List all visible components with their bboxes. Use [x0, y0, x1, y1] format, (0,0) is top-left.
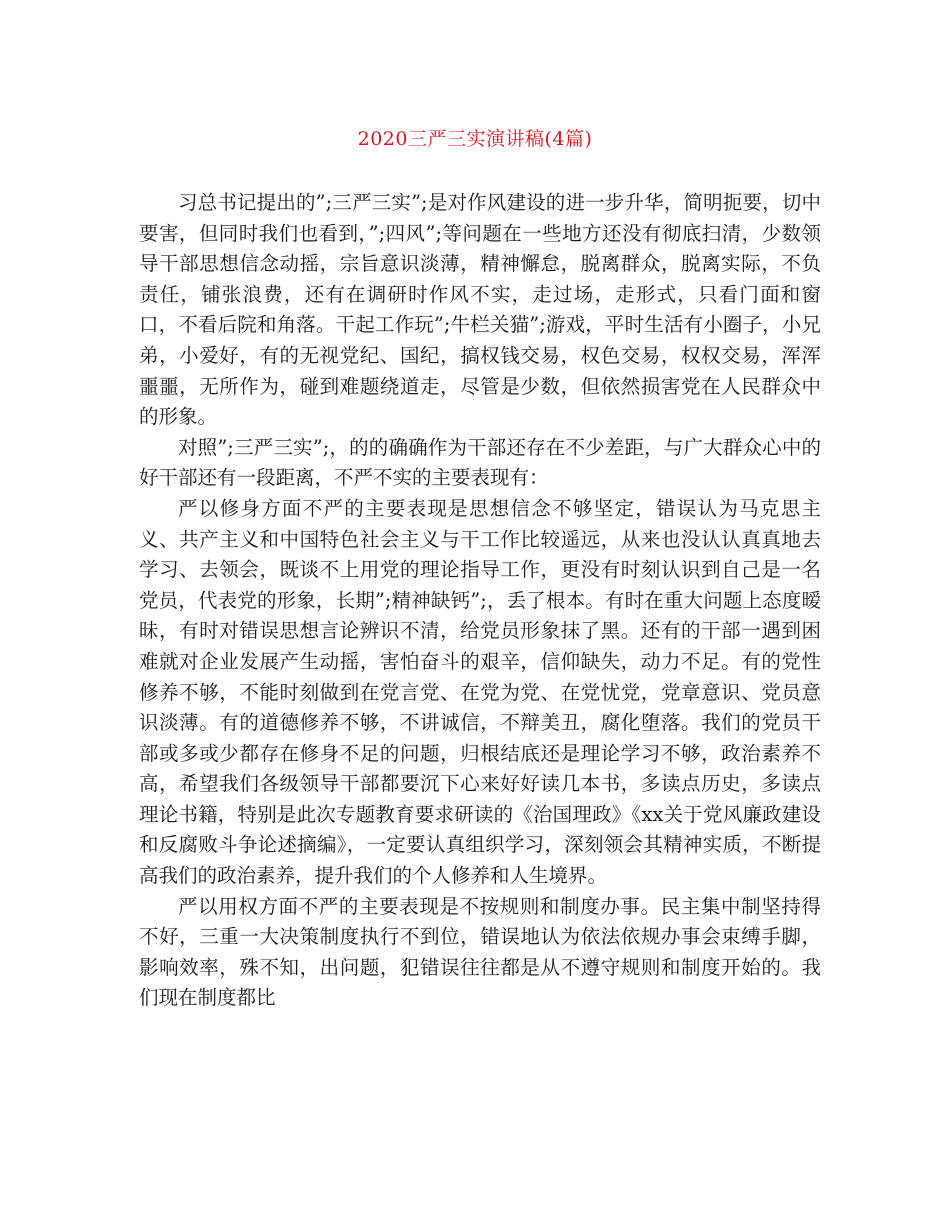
- document-body: [139, 188, 821, 1014]
- document-title: 2020三严三实演讲稿(4篇): [357, 128, 593, 150]
- paragraph: 严以用权方面不严的主要表现是不按规则和制度办事。民主集中制坚持得不好，三重一大决策制度执行不到位，错误地认为依法依规办事会束缚手脚，影响效率，殊不知，出问题，犯错误往往都是从不遵守规则和制度开始的。我们现在制度都比: [139, 894, 821, 1010]
- paragraph: 习总书记提出的”;三严三实”;是对作风建设的进一步升华，简明扼要，切中要害，但同时我们也看到，”;四风”;等问题在一些地方还没有彻底扫清，少数领导干部思想信念动摇，宗旨意识淡薄，精神懈怠，脱离群众，脱离实际，不负责任，铺张浪费，还有在调研时作风不实，走过场，走形式，只看门面和窗口，不看后院和角落。干起工作玩”;牛栏关猫”;游戏，平时生活有小圈子，小兄弟，小爱好，有的无视党纪、国纪，搞权钱交易，权色交易，权权交易，浑浑噩噩，无所作为，碰到难题绕道走，尽管是少数，但依然损害党在人民群众中的形象。: [139, 191, 821, 429]
- paragraph: 严以修身方面不严的主要表现是思想信念不够坚定，错误认为马克思主义、共产主义和中国特色社会主义与干工作比较遥远，从来也没认认真真地去学习、去领会，既谈不上用党的理论指导工作，更没有时刻认识到自己是一名党员，代表党的形象，长期”;精神缺钙”;，丢了根本。有时在重大问题上态度暧昧，有时对错误思想言论辨识不清，给党员形象抹了黑。还有的干部一遇到困难就对企业发展产生动摇，害怕奋斗的艰辛，信仰缺失，动力不足。有的党性修养不够，不能时刻做到在党言党、在党为党、在党忧党，党章意识、党员意识淡薄。有的道德修养不够，不讲诚信，不辩美丑，腐化堕落。我们的党员干部或多或少都存在修身不足的问题，归根结底还是理论学习不够，政治素养不高，希望我们各级领导干部都要沉下心来好好读几本书，多读点历史，多读点理论书籍，特别是此次专题教育要求研读的《治国理政》《xx关于党风廉政建设和反腐败斗争论述摘编》，一定要认真组织学习，深刻领会其精神实质，不断提高我们的政治素养，提升我们的个人修养和人生境界。: [139, 496, 821, 888]
- paragraph: 对照”;三严三实”;，的的确确作为干部还存在不少差距，与广大群众心中的好干部还有一段距离，不严不实的主要表现有：: [139, 435, 821, 490]
